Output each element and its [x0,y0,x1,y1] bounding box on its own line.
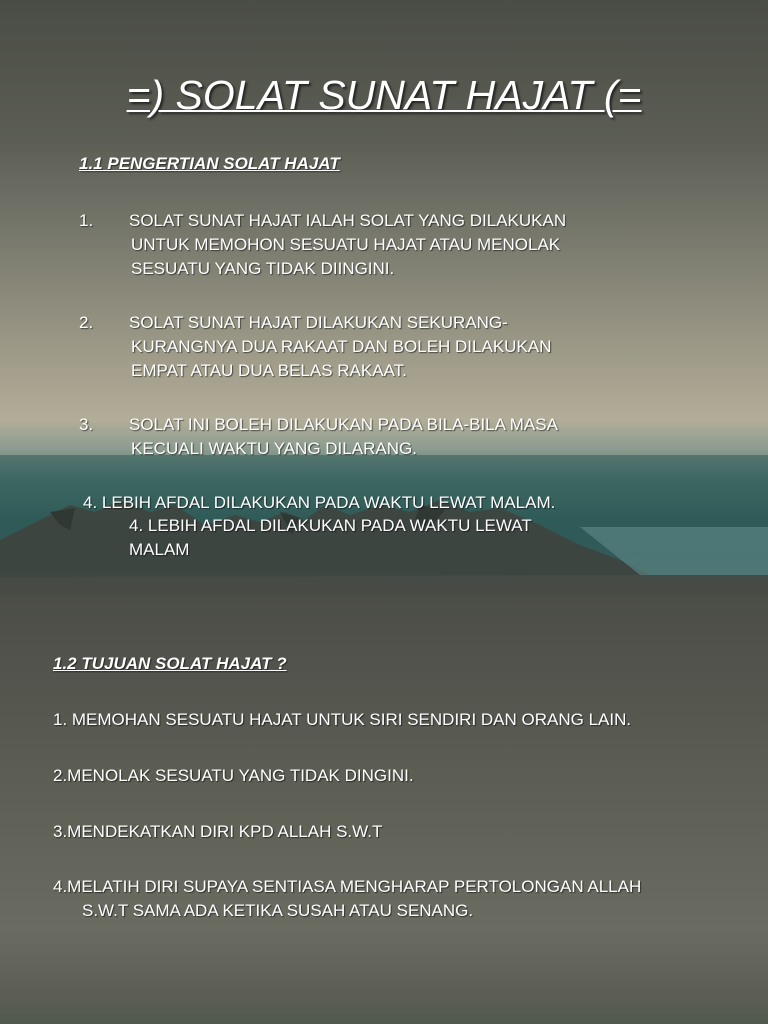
section1-item-4-duplicate [129,514,532,562]
item-line: KURANGNYA DUA RAKAAT DAN BOLEH DILAKUKAN [131,337,552,356]
item-line: SESUATU YANG TIDAK DIINGINI. [131,259,395,278]
item-number: 3. [79,415,94,434]
section2-item-4 [53,875,641,923]
section2-item-3: 3.MENDEKATKAN DIRI KPD ALLAH S.W.T [53,822,383,841]
item-line: EMPAT ATAU DUA BELAS RAKAAT. [131,361,407,380]
item-line: MALAM [129,540,190,559]
item-line: KECUALI WAKTU YANG DILARANG. [131,439,417,458]
section1-heading: 1.1 PENGERTIAN SOLAT HAJAT [79,154,340,173]
section1-item-3 [79,413,558,461]
slide-title: =) SOLAT SUNAT HAJAT (= [126,72,642,118]
horizon-shadow [0,575,768,595]
section2-item-1: 1. MEMOHAN SESUATU HAJAT UNTUK SIRI SENDIRI DAN ORANG LAIN. [53,710,632,729]
section2-heading: 1.2 TUJUAN SOLAT HAJAT ? [53,654,287,673]
item-number: 1. [79,211,94,230]
item-number: 2. [79,313,94,332]
section1-item-1 [79,209,566,281]
section1-item-4: 4. LEBIH AFDAL DILAKUKAN PADA WAKTU LEWAT MALAM. [83,493,556,512]
section2-item-2: 2.MENOLAK SESUATU YANG TIDAK DINGINI. [53,766,414,785]
item-line: S.W.T SAMA ADA KETIKA SUSAH ATAU SENANG. [82,901,474,920]
item-line: 4. LEBIH AFDAL DILAKUKAN PADA WAKTU LEWAT [129,516,532,535]
item-line: 4.MELATIH DIRI SUPAYA SENTIASA MENGHARAP PERTOLONGAN ALLAH [53,877,642,896]
item-line: SOLAT INI BOLEH DILAKUKAN PADA BILA-BILA MASA [129,415,558,434]
item-line: SOLAT SUNAT HAJAT DILAKUKAN SEKURANG- [129,313,508,332]
item-line: UNTUK MEMOHON SESUATU HAJAT ATAU MENOLAK [131,235,561,254]
section1-item-2 [79,311,551,383]
item-line: SOLAT SUNAT HAJAT IALAH SOLAT YANG DILAKUKAN [129,211,567,230]
